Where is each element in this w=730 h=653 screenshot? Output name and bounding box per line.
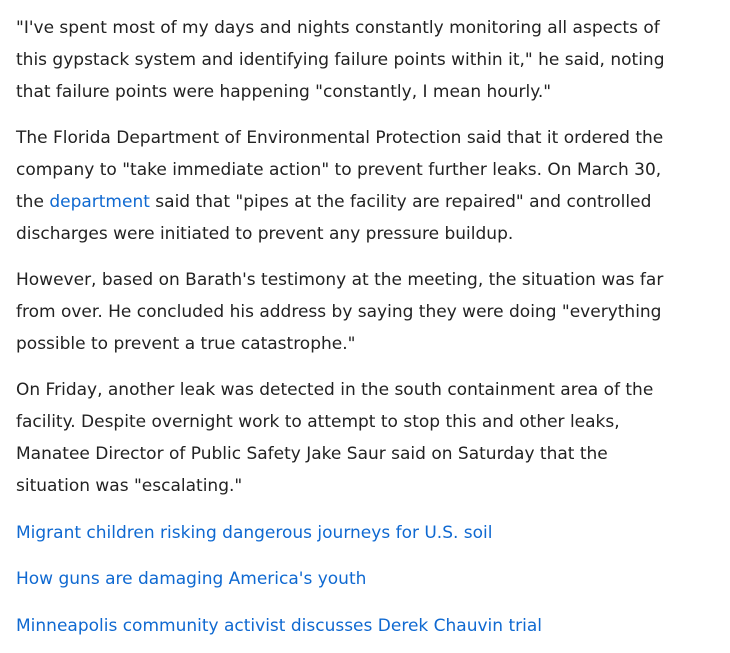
paragraph-line: The Florida Department of Environmental Protection said that it ordered the — [16, 128, 664, 148]
related-link-chauvin-trial[interactable]: Minneapolis community activist discusses Derek Chauvin trial — [16, 616, 542, 636]
paragraph-friday-leak — [16, 374, 656, 502]
paragraph-line: company to "take immediate action" to prevent further leaks. On March 30, — [16, 160, 662, 180]
paragraph-quote — [16, 12, 665, 108]
paragraph-line: facility. Despite overnight work to attempt to stop this and other leaks, — [16, 412, 620, 432]
paragraph-line: situation was "escalating." — [16, 476, 243, 496]
paragraph-line: that failure points were happening "constantly, I mean hourly." — [16, 82, 552, 102]
paragraph-text: the — [16, 192, 50, 212]
paragraph-line: On Friday, another leak was detected in the south containment area of the — [16, 380, 654, 400]
paragraph-line: However, based on Barath's testimony at the meeting, the situation was far — [16, 270, 664, 290]
paragraph-text: said that "pipes at the facility are repaired" and controlled — [149, 192, 652, 212]
related-link-migrant-children[interactable]: Migrant children risking dangerous journeys for U.S. soil — [16, 523, 493, 543]
paragraph-line-with-link — [16, 186, 656, 218]
paragraph-line: possible to prevent a true catastrophe." — [16, 334, 356, 354]
related-link-guns-youth[interactable]: How guns are damaging America's youth — [16, 569, 367, 589]
paragraph-fdep — [16, 122, 664, 250]
paragraph-line: this gypstack system and identifying failure points within it," he said, noting — [16, 50, 665, 70]
paragraph-line: "I've spent most of my days and nights constantly monitoring all aspects of — [16, 18, 660, 38]
department-link[interactable]: department — [49, 192, 150, 212]
paragraph-barath — [16, 264, 664, 360]
paragraph-line: discharges were initiated to prevent any pressure buildup. — [16, 224, 514, 244]
paragraph-line: Manatee Director of Public Safety Jake Saur said on Saturday that the — [16, 444, 608, 464]
paragraph-line: from over. He concluded his address by saying they were doing "everything — [16, 302, 662, 322]
